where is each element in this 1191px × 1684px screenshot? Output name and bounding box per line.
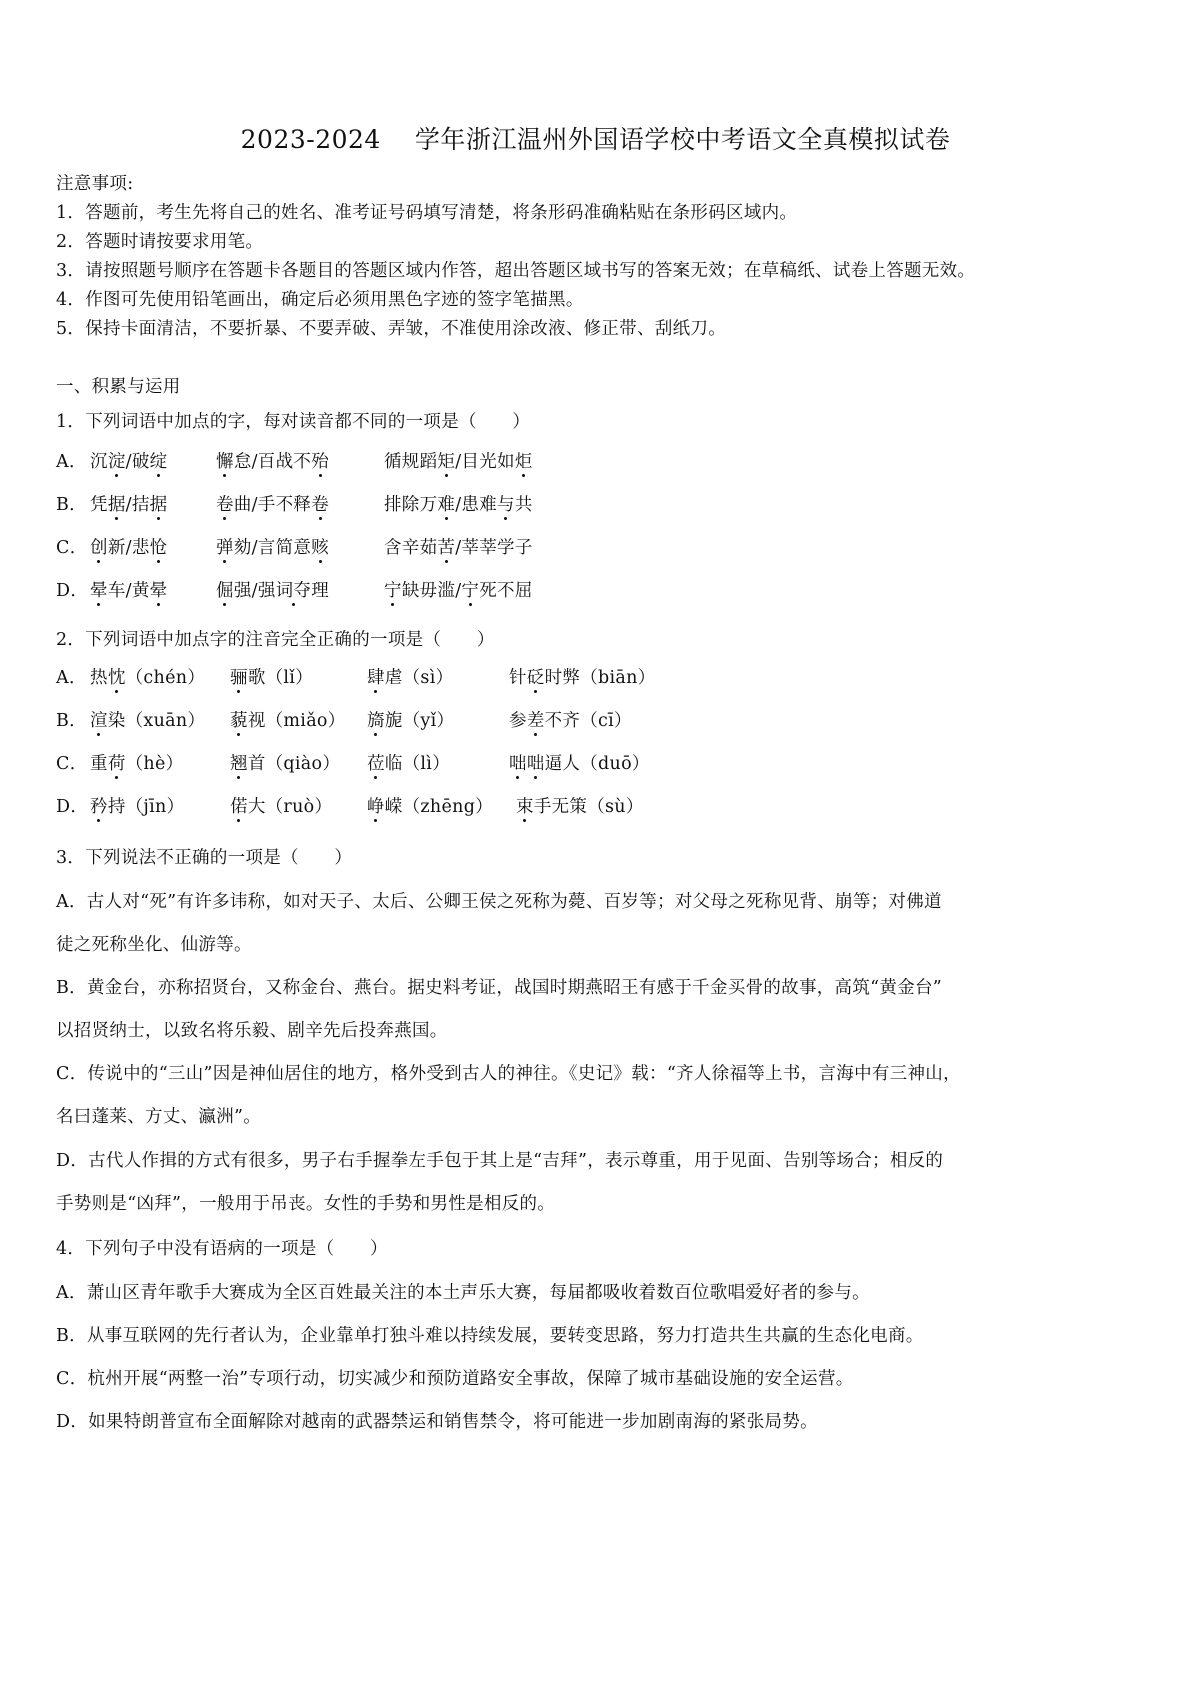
page-title <box>0 120 1191 156</box>
option-text: 时弊（biān） <box>544 668 656 688</box>
option-label: A． <box>56 452 87 472</box>
q2-stem: 2．下列词语中加点字的注音完全正确的一项是（ ） <box>56 630 495 650</box>
option-text: 劾/言简意 <box>233 538 312 558</box>
option-text: 强/ <box>233 581 258 601</box>
dotted-char: 强词夺理 <box>257 581 330 601</box>
dotted-char: 忱 <box>107 668 126 688</box>
dotted-char: 翘 <box>230 754 248 774</box>
option-text: 沉 <box>90 452 108 472</box>
q3-line: 徒之死称坐化、仙游等。 <box>56 935 252 955</box>
dotted-char: 卷 <box>216 495 234 515</box>
dotted-char: 炬 <box>514 452 533 472</box>
dotted-char: 藐 <box>230 711 248 731</box>
option-text: /拮 <box>125 495 150 515</box>
dotted-char: 怆 <box>149 538 168 558</box>
dotted-char: 束 <box>516 797 534 817</box>
option-text: 逼人（duō） <box>544 754 650 774</box>
q3-line: 名曰蓬莱、方丈、瀛洲”。 <box>56 1107 262 1127</box>
dotted-char: 弹 <box>216 538 234 558</box>
dotted-char: 差 <box>526 711 545 731</box>
option-label: A． <box>56 668 87 688</box>
q4-stem: 4．下列句子中没有语病的一项是（ ） <box>56 1239 388 1259</box>
title-text: 学年浙江温州外国语学校中考语文全真模拟试卷 <box>414 125 951 154</box>
option-text: 歌（lǐ） <box>247 668 314 688</box>
q1-option-c <box>56 534 533 559</box>
option-text: 死不屈 <box>479 581 533 601</box>
dotted-char: 骊 <box>230 668 248 688</box>
q1-option-b <box>56 491 533 516</box>
option-text: 重 <box>90 754 108 774</box>
option-label: C． <box>56 538 88 558</box>
option-text: /悲 <box>125 538 150 558</box>
notice-item-3: 3．请按照题号顺序在答题卡各题目的答题区域内作答，超出答题区域书写的答案无效；在草稿纸、试卷上答题无效。 <box>56 261 976 281</box>
dotted-char: 晕 <box>90 581 108 601</box>
notice-item-1: 1．答题前，考生先将自己的姓名、准考证号码填写清楚，将条形码准确粘贴在条形码区域内。 <box>56 203 798 223</box>
dotted-char: 难 <box>437 495 456 515</box>
option-text: 染 <box>107 711 126 731</box>
q3-line: 手势则是“凶拜”，一般用于吊丧。女性的手势和男性是相反的。 <box>56 1194 556 1214</box>
option-text: 怠/百战不 <box>233 452 312 472</box>
option-text: （hè） <box>125 754 184 774</box>
dotted-char: 据 <box>107 495 126 515</box>
option-text: 手 <box>533 797 552 817</box>
option-label: B． <box>56 495 87 515</box>
dotted-char: 绽 <box>149 452 168 472</box>
q1-option-a <box>56 448 533 473</box>
q3-line: D．古代人作揖的方式有很多，男子右手握拳左手包于其上是“吉拜”，表示尊重，用于见面、告别等场合；相反的 <box>56 1151 944 1171</box>
dotted-char: 莅 <box>367 754 385 774</box>
option-text: （jīn） <box>125 797 185 817</box>
option-text: 新 <box>107 538 126 558</box>
option-text: /破 <box>125 452 150 472</box>
dotted-char: 旖 <box>367 711 385 731</box>
dotted-char: 殆 <box>311 452 330 472</box>
option-label: D． <box>56 797 89 817</box>
option-text: （chén） <box>125 668 206 688</box>
option-text: 热 <box>90 668 108 688</box>
option-text: 虐（sì） <box>384 668 454 688</box>
dotted-char: 渲 <box>90 711 108 731</box>
q1-stem: 1．下列词语中加点的字，每对读音都不同的一项是（ ） <box>56 412 531 432</box>
dotted-char: 据 <box>149 495 168 515</box>
dotted-char: 咄 <box>509 754 527 774</box>
option-text: （xuān） <box>125 711 206 731</box>
title-year: 2023-2024 <box>240 125 381 154</box>
dotted-char: 宁 <box>461 581 480 601</box>
option-label: D． <box>56 581 89 601</box>
dotted-char: 倔 <box>216 581 234 601</box>
notice-item-4: 4．作图可先使用铅笔画出，确定后必须用黑色字迹的签字笔描黑。 <box>56 290 584 310</box>
option-text: /莘莘学子 <box>455 538 533 558</box>
q3-line: B．黄金台，亦称招贤台，又称金台、燕台。据史料考证，战国时期燕昭王有感于千金买骨的故事，高筑“黄金台” <box>56 978 943 998</box>
option-text: 首（qiào） <box>247 754 341 774</box>
dotted-char: 晕 <box>149 581 168 601</box>
dotted-char: 荷 <box>107 754 126 774</box>
option-text: /患 <box>455 495 480 515</box>
option-text: 旎（yǐ） <box>384 711 455 731</box>
q3-line: C．传说中的“三山”因是神仙居住的地方，格外受到古人的神往。《史记》载：“齐人徐福等上书，言海中有三神山， <box>56 1064 961 1084</box>
dotted-char: 淀 <box>107 452 126 472</box>
option-text: 凭 <box>90 495 108 515</box>
q2-option-d <box>56 793 644 818</box>
option-text: 缺毋滥/ <box>401 581 462 601</box>
option-text: 含辛茹 <box>384 538 438 558</box>
dotted-char: 卷 <box>311 495 330 515</box>
dotted-char: 峥 <box>367 797 385 817</box>
dotted-char: 矜 <box>90 797 108 817</box>
q4-option-b: B．从事互联网的先行者认为，企业靠单打独斗难以持续发展，要转变思路，努力打造共生共赢的生态化电商。 <box>56 1326 924 1346</box>
option-label: B． <box>56 711 87 731</box>
option-text: 循规蹈 <box>384 452 438 472</box>
dotted-char: 矩 <box>437 452 456 472</box>
dotted-char: 赅 <box>311 538 330 558</box>
q2-option-b <box>56 707 632 732</box>
option-text: 嵘（zhēng） <box>384 797 494 817</box>
option-text: 大（ruò） <box>247 797 333 817</box>
option-text: 持 <box>107 797 126 817</box>
q1-option-d <box>56 577 533 602</box>
dotted-char: 咄 <box>526 754 545 774</box>
q3-stem: 3．下列说法不正确的一项是（ ） <box>56 848 353 868</box>
notice-item-2: 2．答题时请按要求用笔。 <box>56 232 264 252</box>
option-text: 车 <box>107 581 126 601</box>
option-text: 无策（sù） <box>551 797 644 817</box>
dotted-char: 懈 <box>216 452 234 472</box>
q4-option-c: C．杭州开展“两整一治”专项行动，切实减少和预防道路安全事故，保障了城市基础设施的安全运营。 <box>56 1369 854 1389</box>
option-text: 排除万 <box>384 495 438 515</box>
q2-option-a <box>56 664 656 689</box>
dotted-char: 肆 <box>367 668 385 688</box>
option-label: C． <box>56 754 88 774</box>
option-text: 不齐（cī） <box>544 711 632 731</box>
option-text: 临（lì） <box>384 754 451 774</box>
notice-item-5: 5．保持卡面清洁，不要折暴、不要弄破、弄皱，不准使用涂改液、修正带、刮纸刀。 <box>56 319 727 339</box>
dotted-char: 苦 <box>437 538 456 558</box>
option-text: /目光如 <box>455 452 515 472</box>
q3-line: A．古人对“死”有许多讳称，如对天子、太后、公卿王侯之死称为薨、百岁等；对父母之死称见背、崩等；对佛道 <box>56 892 942 912</box>
option-text: 视（miǎo） <box>247 711 346 731</box>
dotted-char: 创 <box>90 538 108 558</box>
option-text: 曲/手不释 <box>233 495 312 515</box>
dotted-char: 难与共 <box>479 495 533 515</box>
option-text: 参 <box>509 711 527 731</box>
section-heading: 一、积累与运用 <box>56 377 181 397</box>
dotted-char: 偌 <box>230 797 248 817</box>
q4-option-a: A．萧山区青年歌手大赛成为全区百姓最关注的本土声乐大赛，每届都吸收着数百位歌唱爱好者的参与。 <box>56 1283 870 1303</box>
notice-heading: 注意事项: <box>56 174 134 194</box>
option-text: /黄 <box>125 581 150 601</box>
q2-option-c <box>56 750 650 775</box>
option-text: 针 <box>509 668 527 688</box>
q3-line: 以招贤纳士，以致名将乐毅、剧辛先后投奔燕国。 <box>56 1021 448 1041</box>
dotted-char: 宁 <box>384 581 402 601</box>
q4-option-d: D．如果特朗普宣布全面解除对越南的武器禁运和销售禁令，将可能进一步加剧南海的紧张局势。 <box>56 1412 818 1432</box>
dotted-char: 砭 <box>526 668 545 688</box>
